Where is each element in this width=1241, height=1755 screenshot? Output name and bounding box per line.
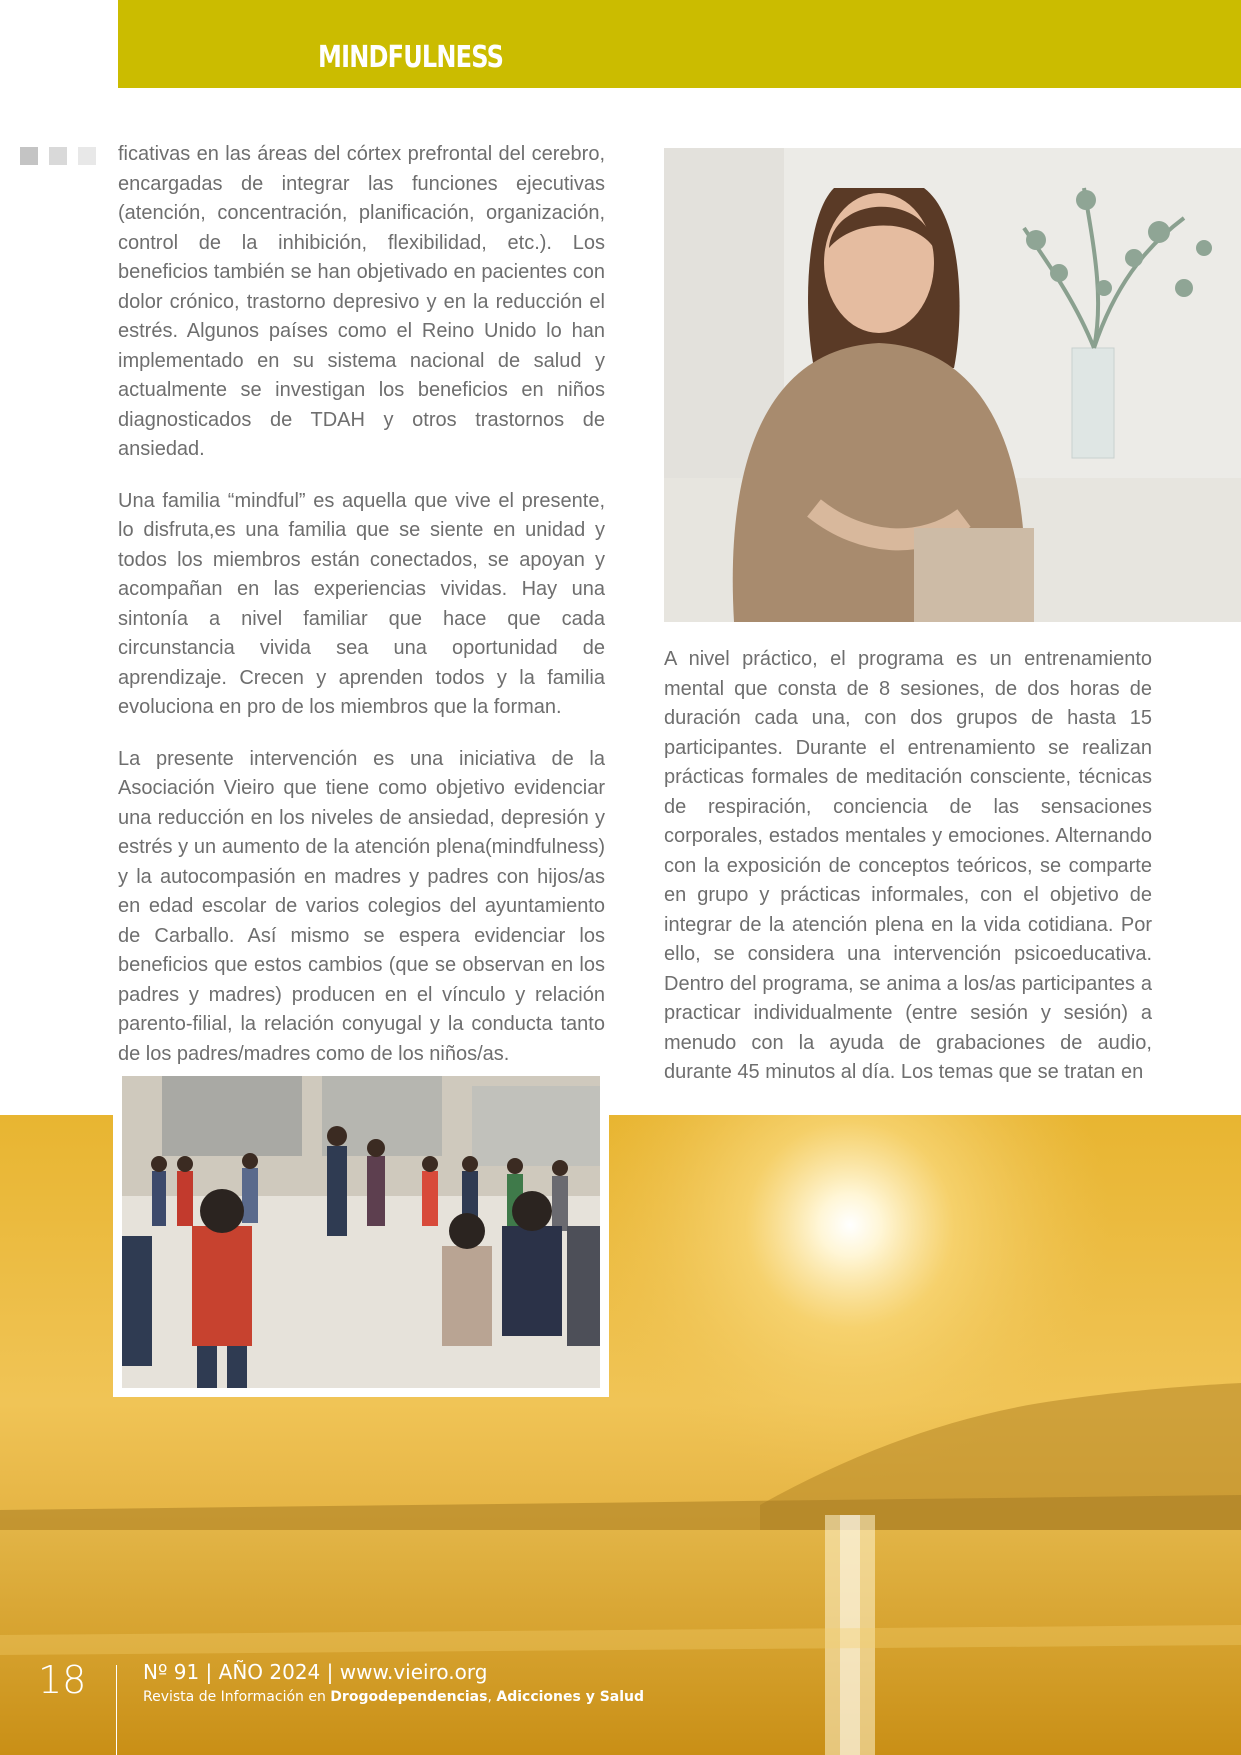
square-1 (20, 147, 38, 165)
children-circle-photo (122, 1076, 600, 1388)
square-2 (49, 147, 67, 165)
paragraph-mindful-family: Una familia “mindful” es aquella que vive el presente, lo disfruta,es una familia que se siente en unidad y todos los miembros están conectados, se apoyan y acompañan en las experiencias vividas. Hay una sintonía a nivel familiar que hace que cada circunstancia vivida sea una oportunidad de aprendizaje. Crecen y aprenden todos y la familia evoluciona en pro de los miembros que la forman. (118, 489, 605, 718)
section-title: MINDFULNESS (318, 40, 504, 75)
paragraph-intervention: La presente intervención es una iniciativa de la Asociación Vieiro que tiene como objetivo evidenciar una reducción en los niveles de ansiedad, depresión y estrés y un aumento de la atención plena(mindfulness) y la autocompasión en madres y padres con hijos/as en edad escolar de varios colegios del ayuntamiento de Carballo. Así mismo se espera evidenciar los beneficios que estos cambios (que se observan en los padres y madres) producen en el vínculo y relación parento-filial, la relación conyugal y la conducta tanto de los padres/madres como de los niños/as. (118, 747, 605, 1065)
subtitle-adicciones: Adicciones y Salud (496, 1689, 645, 1705)
square-3 (78, 147, 96, 165)
left-text-column (118, 140, 605, 1091)
footer-divider (116, 1665, 117, 1755)
decorative-squares (20, 147, 96, 165)
kids-photo-frame (113, 1067, 609, 1397)
right-text-column (664, 645, 1152, 1110)
subtitle-drogodependencias: Drogodependencias (330, 1689, 488, 1705)
woman-portrait-photo (664, 148, 1241, 622)
paragraph-prefrontal: ficativas en las áreas del córtex prefrontal del cerebro, encargadas de integrar las funciones ejecutivas (atención, concentración, planificación, organización, control de la inhibición, flexibilidad, etc.). Los beneficios también se han objetivado en pacientes con dolor crónico, trastorno depresivo y en la reducción el estrés. Algunos países como el Reino Unido lo han implementado en su sistema nacional de salud y actualmente se investigan los beneficios en niños diagnosticados de TDAH y otros trastornos de ansiedad. (118, 143, 605, 460)
magazine-subtitle (143, 1689, 644, 1705)
subtitle-separator: , (487, 1689, 497, 1705)
subtitle-prefix: Revista de Información en (143, 1689, 331, 1705)
issue-info: Nº 91 | AÑO 2024 | www.vieiro.org (143, 1660, 488, 1684)
paragraph-program: A nivel práctico, el programa es un entrenamiento mental que consta de 8 sesiones, de dos horas de duración cada una, con dos grupos de hasta 15 participantes. Durante el entrenamiento se realizan prácticas formales de meditación consciente, técnicas de respiración, conciencia de las sensaciones corporales, estados mentales y emociones. Alternando con la exposición de conceptos teóricos, se comparte en grupo y prácticas informales, con el objetivo de integrar de la atención plena en la vida cotidiana. Por ello, se considera una intervención psicoeducativa. Dentro del programa, se anima a los/as participantes a practicar individualmente (entre sesión y sesión) a menudo con la ayuda de grabaciones de audio, durante 45 minutos al día. Los temas que se tratan en (664, 648, 1152, 1083)
section-header-bar (118, 0, 1241, 88)
page-number: 18 (38, 1658, 87, 1702)
